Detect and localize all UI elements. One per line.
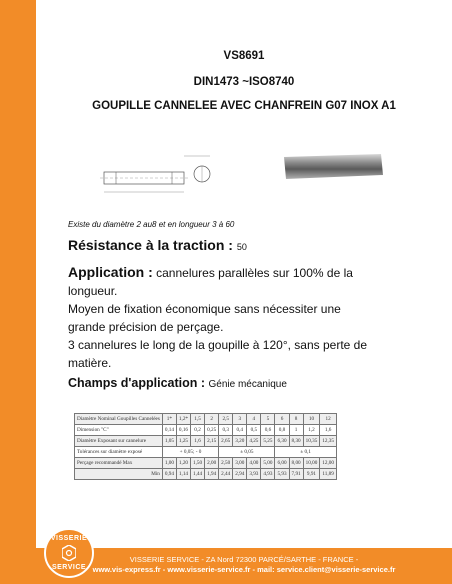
product-title: GOUPILLE CANNELEE AVEC CHANFREIN G07 INOX A1 [92,100,396,112]
resistance-label: Résistance à la traction : [68,237,233,253]
spec-header-row: Diamètre Nominal Goupilles Cannelées 1* 1,2* 1,5 2 2,5 3 4 5 6 8 10 12 [75,414,337,425]
product-photo [280,153,385,181]
application-line-1: cannelures parallèles sur 100% de la longueur. [68,266,353,298]
champs-label: Champs d'application : [68,376,206,390]
left-sidebar-band [0,0,36,584]
resistance-line [68,237,247,253]
footer-address: VISSERIE SERVICE - ZA Nord 72300 PARCÉ/SARTHE - FRANCE - [129,555,359,564]
logo-text-top: VISSERIE [50,535,88,542]
product-norm: DIN1473 ~ISO8740 [193,76,295,88]
champs-line [68,376,287,390]
availability-note: Existe du diamètre 2 au8 et en longueur 3 à 60 [68,220,235,229]
product-code: VS8691 [223,50,265,62]
table-row: Tolérances sur diamètre exposé + 0,05; - 0 ± 0,05 ± 0,1 [75,447,337,458]
table-row: Min 0,94 1,14 1,44 1,94 2,44 2,94 3,93 4,93 5,93 7,91 9,91 11,89 [75,469,337,480]
footer-band [36,548,452,584]
company-logo [44,528,94,578]
champs-value: Génie mécanique [208,379,287,390]
technical-drawing [96,150,216,200]
application-line-3: 3 cannelures le long de la goupille à 120°, sans perte de matière. [68,338,368,370]
hex-nut-icon [62,545,76,561]
table-row: Diamètre Exposant sur cannelure 1,05 1,25 1,6 2,15 2,65 3,20 4,25 5,25 6,30 8,30 10,35 12,35 [75,436,337,447]
table-row: Dimension "C" 0,14 0,16 0,2 0,25 0,3 0,4 0,5 0,6 0,8 1 1,2 1,6 [75,425,337,436]
spec-table [74,413,337,480]
application-line-2: Moyen de fixation économique sans nécessiter une grande précision de perçage. [68,302,341,334]
footer-contacts: www.vis-express.fr - www.visserie-service.fr - mail: service.client@visserie-service.fr [92,565,396,574]
application-block [68,263,368,372]
resistance-value: 50 [236,242,247,252]
table-row: Perçage recommandé Max 1,00 1,20 1,50 2,00 2,50 3,00 4,00 5,00 6,00 8,00 10,00 12,00 [75,458,337,469]
logo-text-bottom: SERVICE [51,564,87,571]
application-label: Application : [68,264,153,280]
